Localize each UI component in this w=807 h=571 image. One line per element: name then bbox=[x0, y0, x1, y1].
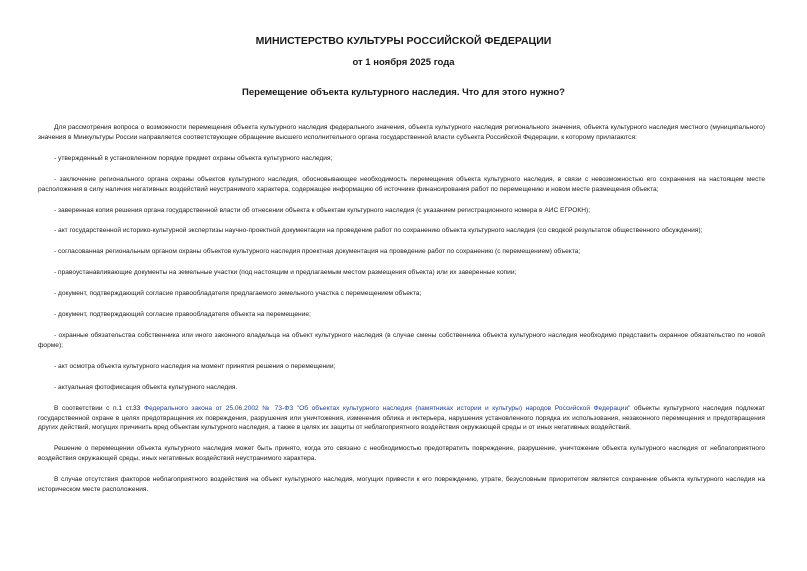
ministry-heading: МИНИСТЕРСТВО КУЛЬТУРЫ РОССИЙСКОЙ ФЕДЕРАЦИИ bbox=[255, 35, 552, 47]
decision-paragraph: Решение о перемещении объекта культурного наследия может быть принято, когда это связано с необходимостью предотвратить повреждение, разрушение, уничтожение объекта культурного наследия от неблагоприятного воздействия окружающей среды, иных негативных воздействий неустранимого характера. bbox=[38, 445, 765, 463]
list-item: - утвержденный в установленном порядке предмет охраны объекта культурного наследия; bbox=[54, 154, 333, 162]
list-item: - согласованная региональным органом охраны объектов культурного наследия проектная документация на проведение работ по сохранению (с перемещением) объекта; bbox=[54, 248, 581, 256]
law-link[interactable]: Федерального закона от 25.06.2002 № 73-ФЗ "Об объектах культурного наследия (памятниках истории и культуры) народов Российской Федерации" bbox=[143, 404, 631, 412]
list-item: - документ, подтверждающий согласие правообладателя предлагаемого земельного участка с перемещением объекта; bbox=[54, 290, 422, 298]
document-date: от 1 ноября 2025 года bbox=[352, 57, 455, 68]
list-item: - актуальная фотофиксация объекта культурного наследия. bbox=[54, 383, 238, 391]
absence-paragraph: В случае отсутствия факторов неблагоприятного воздействия на объект культурного наследия, могущих привести к его повреждению, утрате, безусловным приоритетом является сохранение объекта культурного наследия на историческом месте расположения. bbox=[38, 476, 765, 494]
list-item: - акт государственной историко-культурной экспертизы научно-проектной документации на проведение работ по сохранению объекта культурного наследия (со сводкой результатов общественного обсуждения); bbox=[54, 227, 703, 235]
list-item: - заверенная копия решения органа государственной власти об отнесении объекта к объектам культурного наследия (с указанием регистрационного номера в АИС ЕГРОКН); bbox=[54, 206, 591, 214]
list-item: - заключение регионального органа охраны объектов культурного наследия, обосновывающее необходимость перемещения объекта культурного наследия, в связи с невозможностью его сохранения на настоящем месте расположения в силу наличия негативных воздействий неустранимого характера, содержащее информацию об источнике финансирования работ по перемещению и новом месте размещения объекта; bbox=[38, 175, 765, 193]
document-body bbox=[38, 123, 765, 506]
intro-paragraph: Для рассмотрения вопроса о возможности перемещения объекта культурного наследия федерального значения, объекта культурного наследия регионального значения, объекта культурного наследия местного (муниципального) значения в Минкультуры России направляется соответствующее обращение высшего исполнительного органа государственной власти субъекта Российской Федерации, к которому прилагаются: bbox=[38, 124, 765, 141]
law-paragraph bbox=[38, 404, 765, 434]
document-title: Перемещение объекта культурного наследия. Что для этого нужно? bbox=[242, 87, 565, 98]
list-item: - охранные обязательства собственника или иного законного владельца на объект культурного наследия (в случае смены собственника объекта культурного наследия необходимо представить охранное обязательство по новой форме); bbox=[38, 331, 765, 349]
list-item: - документ, подтверждающий согласие правообладателя объекта на перемещение; bbox=[54, 311, 311, 319]
list-item: - правоустанавливающие документы на земельные участки (под настоящим и предлагаемым местом размещения объекта) или их заверенные копии; bbox=[54, 269, 517, 277]
law-suffix: объекты культурного наследия подлежат государственной охране в целях предотвращения их повреждения, разрушения или уничтожения, изменения облика и интерьера, нарушения установленного порядка их использования, незаконного перемещения и предотвращения других действий, могущих причинить вред объектам культурного наследия, а также в целях их защиты от неблагоприятного воздействия окружающей среды и от иных негативных воздействий. bbox=[38, 404, 765, 432]
law-prefix: В соответствии с п.1 ст.33 bbox=[54, 404, 144, 412]
list-item: - акт осмотра объекта культурного наследия на момент принятия решения о перемещении; bbox=[54, 362, 336, 370]
